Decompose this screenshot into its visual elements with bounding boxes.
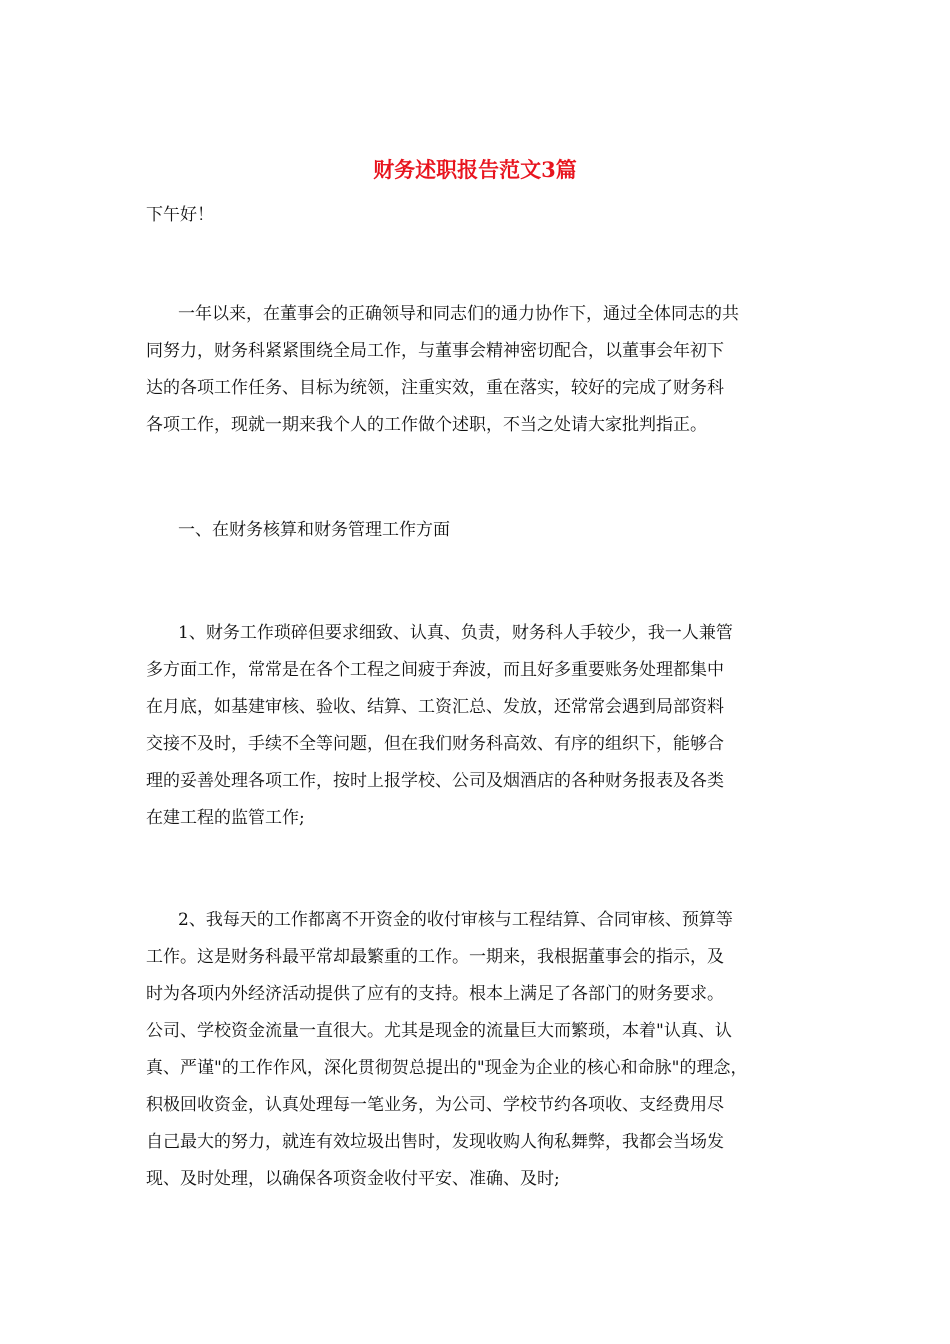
paragraph-line: 真、严谨"的工作作风，深化贯彻贺总提出的"现金为企业的核心和命脉"的理念， — [146, 1058, 748, 1078]
paragraph-item-1 — [146, 615, 831, 837]
paragraph-line: 在月底，如基建审核、验收、结算、工资汇总、发放，还常常会遇到局部资料 — [146, 697, 724, 717]
paragraph-line: 在建工程的监管工作; — [146, 808, 305, 828]
paragraph-line: 达的各项工作任务、目标为统领，注重实效，重在落实，较好的完成了财务科 — [146, 378, 724, 398]
paragraph-line: 1、财务工作琐碎但要求细致、认真、负责，财务科人手较少，我一人兼管 — [178, 623, 733, 643]
paragraph-line: 理的妥善处理各项工作，按时上报学校、公司及烟酒店的各种财务报表及各类 — [146, 771, 724, 791]
paragraph-line: 自己最大的努力，就连有效垃圾出售时，发现收购人徇私舞弊，我都会当场发 — [146, 1132, 724, 1152]
paragraph-line: 工作。这是财务科最平常却最繁重的工作。一期来，我根据董事会的指示，及 — [146, 947, 724, 967]
section-heading-text: 一、在财务核算和财务管理工作方面 — [178, 520, 450, 540]
paragraph-intro — [146, 296, 831, 444]
paragraph-line: 公司、学校资金流量一直很大。尤其是现金的流量巨大而繁琐，本着"认真、认 — [146, 1021, 732, 1041]
paragraph-line: 同努力，财务科紧紧围绕全局工作，与董事会精神密切配合，以董事会年初下 — [146, 341, 724, 361]
paragraph-line: 现、及时处理，以确保各项资金收付平安、准确、及时; — [146, 1169, 560, 1189]
paragraph-line: 交接不及时，手续不全等问题，但在我们财务科高效、有序的组织下，能够合 — [146, 734, 724, 754]
paragraph-line: 积极回收资金，认真处理每一笔业务，为公司、学校节约各项收、支经费用尽 — [146, 1095, 724, 1115]
paragraph-line: 各项工作，现就一期来我个人的工作做个述职，不当之处请大家批判指正。 — [146, 415, 707, 435]
paragraph-item-2 — [146, 902, 831, 1198]
paragraph-line: 一年以来，在董事会的正确领导和同志们的通力协作下，通过全体同志的共 — [178, 304, 739, 324]
paragraph-line: 时为各项内外经济活动提供了应有的支持。根本上满足了各部门的财务要求。 — [146, 984, 724, 1004]
section-heading — [146, 512, 831, 549]
paragraph-line: 多方面工作，常常是在各个工程之间疲于奔波，而且好多重要账务处理都集中 — [146, 660, 724, 680]
greeting: 下午好！ — [146, 205, 214, 225]
paragraph-line: 2、我每天的工作都离不开资金的收付审核与工程结算、合同审核、预算等 — [178, 910, 733, 930]
document-title: 财务述职报告范文3篇 — [373, 157, 577, 182]
